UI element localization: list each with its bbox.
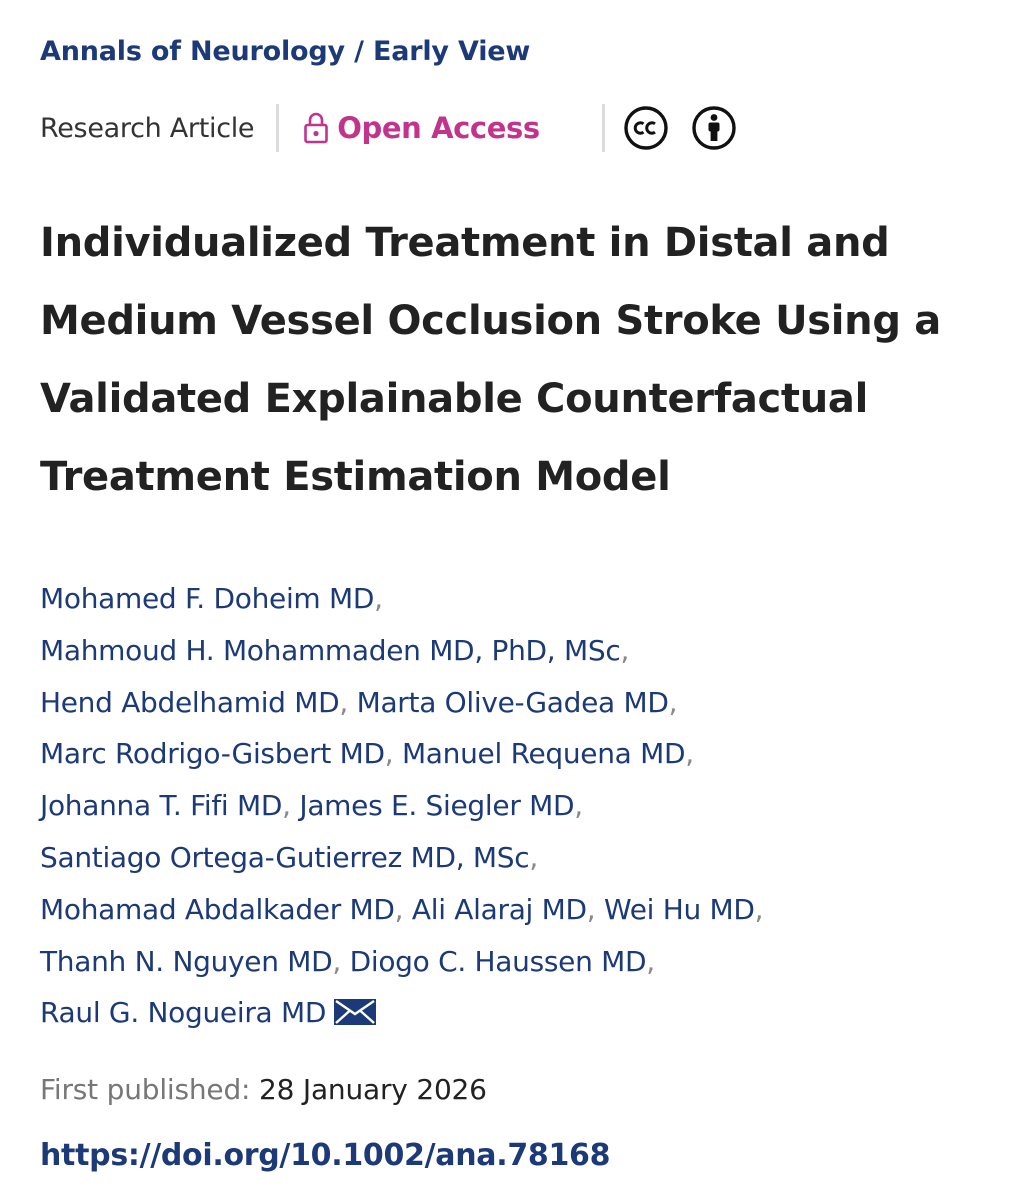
author-separator: ,	[668, 685, 678, 719]
author-link[interactable]: Marta Olive-Gadea MD	[356, 685, 669, 719]
lock-icon	[303, 111, 329, 145]
author-line	[40, 780, 1000, 832]
envelope-icon[interactable]	[334, 999, 376, 1025]
author-line	[40, 625, 1000, 677]
first-published-line	[40, 1073, 487, 1106]
author-link[interactable]: Manuel Requena MD	[401, 737, 686, 771]
author-line	[40, 884, 1000, 936]
author-separator: ,	[282, 789, 291, 823]
author-link[interactable]: Ali Alaraj MD	[411, 892, 587, 926]
author-link[interactable]: Wei Hu MD	[603, 892, 755, 926]
author-separator: ,	[685, 737, 694, 771]
journal-breadcrumb-link[interactable]: Annals of Neurology / Early View	[40, 36, 531, 67]
author-link[interactable]: Raul G. Nogueira MD	[40, 996, 327, 1030]
author-separator: ,	[586, 892, 596, 926]
author-separator: ,	[332, 944, 341, 978]
open-access-badge[interactable]	[303, 111, 539, 145]
author-link[interactable]: Mahmoud H. Mohammaden MD, PhD, MSc	[40, 633, 621, 667]
meta-divider	[602, 104, 605, 152]
title-line: Medium Vessel Occlusion Stroke Using a	[40, 298, 942, 344]
title-line: Treatment Estimation Model	[40, 454, 671, 500]
author-separator: ,	[339, 685, 348, 719]
author-line	[40, 573, 1000, 625]
author-separator: ,	[754, 892, 764, 926]
attribution-icon[interactable]	[691, 105, 737, 151]
author-line	[40, 936, 1000, 988]
title-line: Validated Explainable Counterfactual	[40, 376, 869, 422]
author-separator: ,	[646, 944, 655, 978]
title-line: Individualized Treatment in Distal and	[40, 220, 890, 266]
author-separator: ,	[529, 840, 538, 874]
article-meta-row	[40, 100, 737, 156]
author-line	[40, 832, 1000, 884]
author-line	[40, 987, 1000, 1039]
author-separator: ,	[394, 892, 404, 926]
meta-divider	[276, 104, 279, 152]
first-published-label: First published:	[40, 1073, 251, 1106]
author-separator: ,	[384, 737, 394, 771]
author-separator: ,	[620, 633, 630, 667]
author-line	[40, 677, 1000, 729]
doi-link[interactable]: https://doi.org/10.1002/ana.78168	[40, 1138, 611, 1173]
creative-commons-icon[interactable]	[623, 105, 669, 151]
author-list	[40, 573, 1000, 1039]
first-published-date: 28 January 2026	[258, 1073, 487, 1106]
article-title	[40, 204, 1000, 516]
author-link[interactable]: Santiago Ortega-Gutierrez MD, MSc	[40, 840, 530, 874]
open-access-label: Open Access	[337, 111, 540, 145]
author-link[interactable]: Mohamed F. Doheim MD	[40, 582, 375, 615]
author-link[interactable]: Mohamad Abdalkader MD	[40, 892, 395, 926]
article-type-label: Research Article	[40, 112, 255, 144]
author-separator: ,	[374, 582, 383, 615]
author-link[interactable]: Johanna T. Fifi MD	[40, 789, 283, 823]
author-link[interactable]: James E. Siegler MD	[299, 789, 575, 823]
author-line	[40, 728, 1000, 780]
author-link[interactable]: Hend Abdelhamid MD	[40, 685, 340, 719]
author-link[interactable]: Diogo C. Haussen MD	[349, 944, 647, 978]
author-link[interactable]: Thanh N. Nguyen MD	[40, 944, 333, 978]
author-link[interactable]: Marc Rodrigo-Gisbert MD	[40, 737, 385, 771]
author-separator: ,	[574, 789, 583, 823]
